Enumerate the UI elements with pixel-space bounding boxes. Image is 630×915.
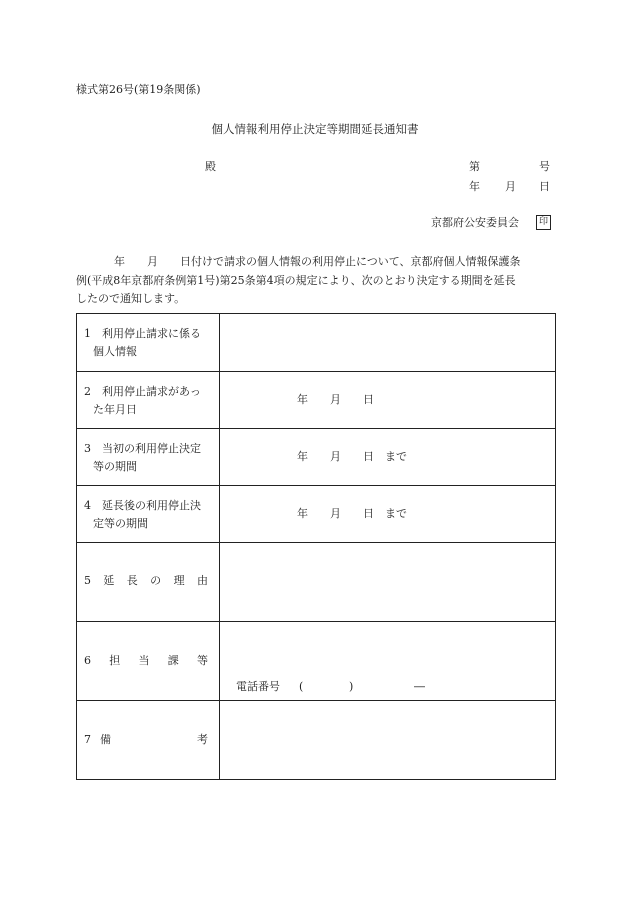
label-char: 備 xyxy=(100,733,111,746)
original-period-field[interactable]: 年 月 日 まで xyxy=(297,450,407,463)
label-char: 長 xyxy=(126,574,138,587)
issuer-name: 京都府公安委員会 xyxy=(431,216,519,229)
label-char: 課 xyxy=(167,654,179,667)
notice-body xyxy=(76,253,556,309)
date-day: 日 xyxy=(539,180,550,193)
row-number: 3 xyxy=(84,442,91,455)
extended-period-field[interactable]: 年 月 日 まで xyxy=(297,507,407,520)
row-label-text: 利用停止請求があっ xyxy=(102,385,201,398)
doc-number-suffix: 号 xyxy=(539,160,550,173)
row-2-label xyxy=(84,383,216,419)
row-label-text: 等の期間 xyxy=(93,460,137,473)
row-number: 2 xyxy=(84,385,91,398)
row-label-text: 定等の期間 xyxy=(93,517,148,530)
seal-mark: 印 xyxy=(536,215,551,230)
row-number: 7 xyxy=(84,733,91,746)
row-number: 1 xyxy=(84,327,91,340)
date-year: 年 xyxy=(469,180,480,193)
form-number-label: 様式第26号(第19条関係) xyxy=(76,83,201,96)
row-label-text: 当初の利用停止決定 xyxy=(102,442,201,455)
label-char: の xyxy=(150,574,162,587)
label-char: 担 xyxy=(109,654,121,667)
row-label-text: 利用停止請求に係る xyxy=(102,327,201,340)
form-table xyxy=(76,313,556,780)
row-divider xyxy=(77,700,555,701)
row-divider xyxy=(77,621,555,622)
row-label-text: 個人情報 xyxy=(93,345,137,358)
request-date-field[interactable]: 年 月 日 xyxy=(297,393,374,406)
label-char: 理 xyxy=(173,574,185,587)
row-1-label xyxy=(84,325,216,361)
phone-area-open: ( xyxy=(299,680,304,693)
row-divider xyxy=(77,371,555,372)
date-month: 月 xyxy=(505,180,516,193)
notice-line-1: 年 月 日付けで請求の個人情報の利用停止について、京都府個人情報保護条 xyxy=(114,255,521,268)
row-number: 4 xyxy=(84,499,91,512)
label-char: 当 xyxy=(138,654,150,667)
row-divider xyxy=(77,542,555,543)
notice-line-3: したので通知します。 xyxy=(76,292,186,305)
label-char: 延 xyxy=(103,574,115,587)
row-5-label xyxy=(84,572,208,590)
row-divider xyxy=(77,428,555,429)
row-7-label xyxy=(84,731,208,749)
label-char: 等 xyxy=(197,654,208,667)
row-number: 5 xyxy=(84,574,91,587)
label-char: 由 xyxy=(196,574,208,587)
phone-area-close: ) xyxy=(349,680,354,693)
notice-line-2: 例(平成8年京都府条例第1号)第25条第4項の規定により、次のとおり決定する期間を延長 xyxy=(76,273,516,287)
row-label-text: た年月日 xyxy=(93,403,137,416)
row-divider xyxy=(77,485,555,486)
phone-dash: ― xyxy=(414,680,425,693)
phone-number-label: 電話番号 xyxy=(236,680,280,693)
column-divider xyxy=(219,314,220,779)
addressee-honorific: 殿 xyxy=(205,160,216,173)
label-char: 考 xyxy=(197,733,208,746)
row-label-text: 延長後の利用停止決 xyxy=(102,499,201,512)
document-title: 個人情報利用停止決定等期間延長通知書 xyxy=(211,122,419,136)
row-number: 6 xyxy=(84,654,91,667)
row-6-label xyxy=(84,652,208,670)
row-4-label xyxy=(84,497,216,533)
doc-number-prefix: 第 xyxy=(469,160,480,173)
row-3-label xyxy=(84,440,216,476)
